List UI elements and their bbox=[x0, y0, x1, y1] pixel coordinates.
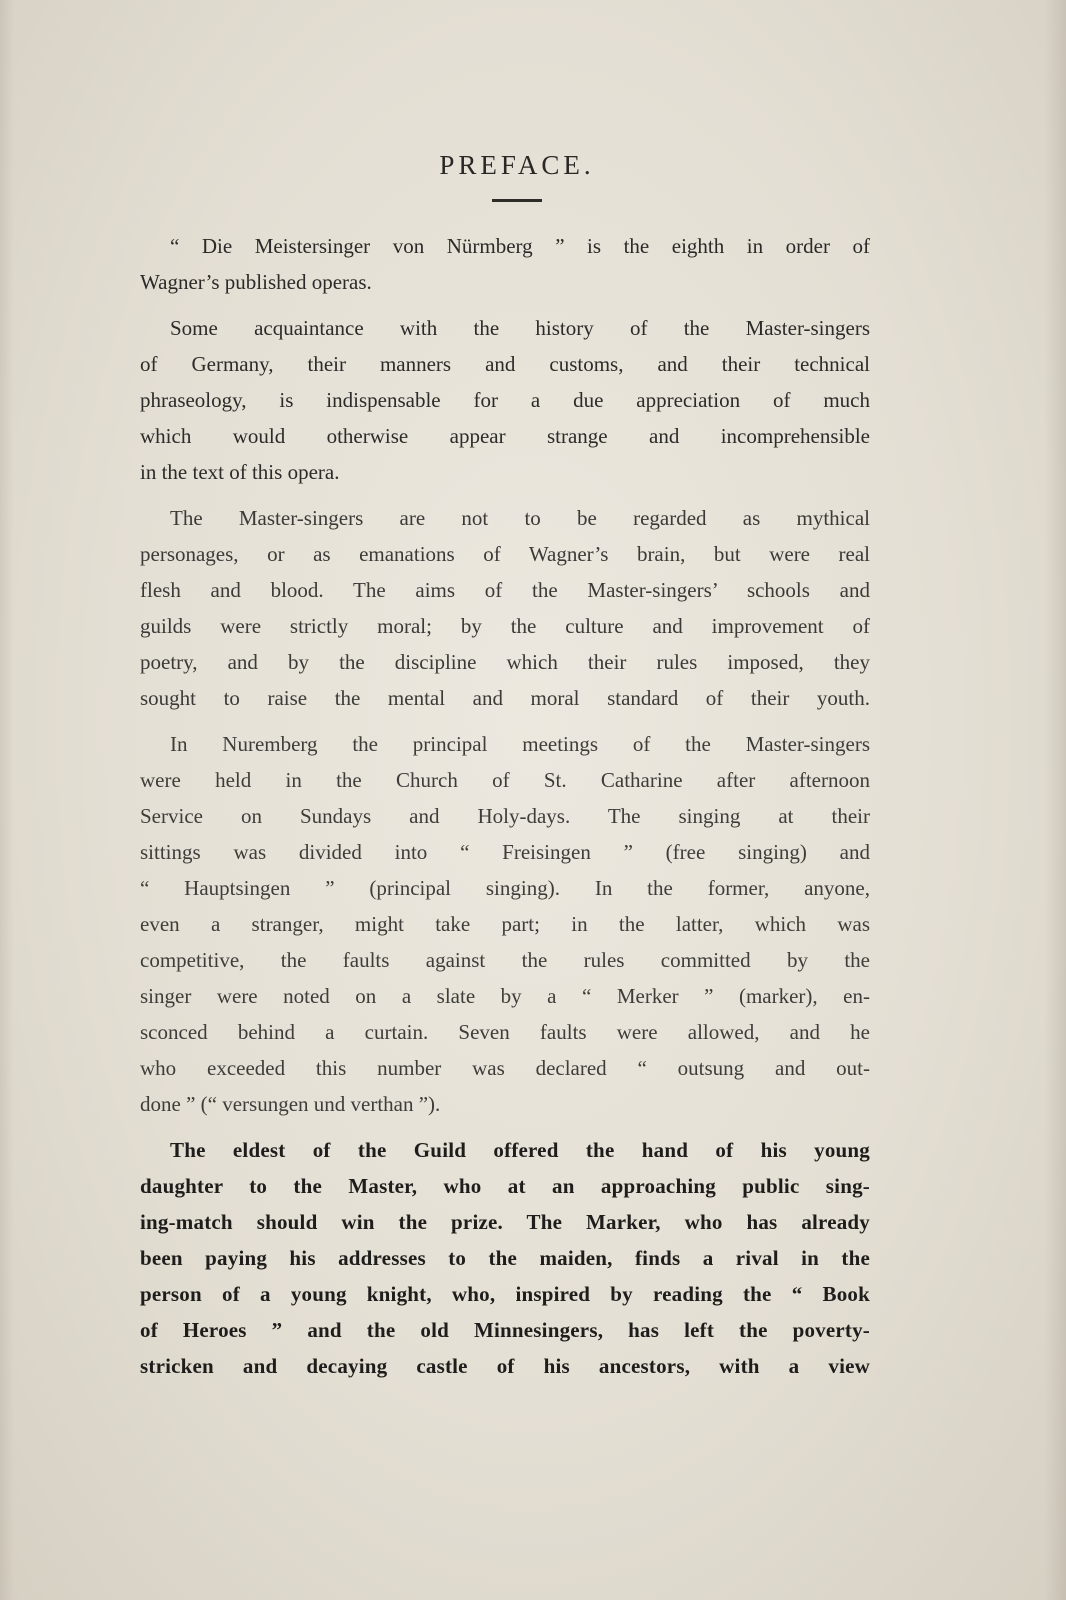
preface-text-block bbox=[140, 150, 870, 1394]
paragraph-5 bbox=[140, 1132, 870, 1384]
text-line: stricken and decaying castle of his ancestors, with a view bbox=[140, 1354, 870, 1378]
text-line: of Heroes ” and the old Minnesingers, has left the poverty- bbox=[140, 1318, 870, 1342]
text-line: flesh and blood. The aims of the Master-singers’ schools and bbox=[140, 578, 870, 602]
text-line: who exceeded this number was declared “ outsung and out- bbox=[140, 1056, 870, 1080]
text-line: ing-match should win the prize. The Marker, who has already bbox=[140, 1210, 870, 1234]
text-line: of Germany, their manners and customs, and their technical bbox=[140, 352, 870, 376]
text-line: were held in the Church of St. Catharine after afternoon bbox=[140, 768, 870, 792]
text-line: Wagner’s published operas. bbox=[140, 270, 372, 294]
text-line: phraseology, is indispensable for a due appreciation of much bbox=[140, 388, 870, 412]
title-rule bbox=[492, 199, 542, 202]
page-title: PREFACE. bbox=[439, 150, 595, 180]
text-line: poetry, and by the discipline which their rules imposed, they bbox=[140, 650, 870, 674]
text-line: In Nuremberg the principal meetings of the Master-singers bbox=[170, 732, 870, 756]
text-line: “ Hauptsingen ” (principal singing). In the former, anyone, bbox=[140, 876, 870, 900]
text-line: person of a young knight, who, inspired by reading the “ Book bbox=[140, 1282, 870, 1306]
text-line: The Master-singers are not to be regarded as mythical bbox=[170, 506, 870, 530]
text-line: done ” (“ versungen und verthan ”). bbox=[140, 1092, 441, 1116]
text-line: singer were noted on a slate by a “ Merker ” (marker), en- bbox=[140, 984, 870, 1008]
paragraph-4 bbox=[140, 726, 870, 1122]
text-line: The eldest of the Guild offered the hand of his young bbox=[170, 1138, 870, 1162]
paragraph-1 bbox=[140, 228, 870, 300]
text-line: daughter to the Master, who at an approaching public sing- bbox=[140, 1174, 870, 1198]
text-line: in the text of this opera. bbox=[140, 460, 340, 484]
paragraph-3 bbox=[140, 500, 870, 716]
text-line: guilds were strictly moral; by the culture and improvement of bbox=[140, 614, 870, 638]
text-line: sittings was divided into “ Freisingen ” (free singing) and bbox=[140, 840, 870, 864]
text-line: Some acquaintance with the history of the Master-singers bbox=[170, 316, 870, 340]
text-line: Service on Sundays and Holy-days. The singing at their bbox=[140, 804, 870, 828]
text-line: sconced behind a curtain. Seven faults were allowed, and he bbox=[140, 1020, 870, 1044]
page-left-shadow bbox=[0, 0, 14, 1600]
text-line: personages, or as emanations of Wagner’s brain, but were real bbox=[140, 542, 870, 566]
text-line: which would otherwise appear strange and incomprehensible bbox=[140, 424, 870, 448]
text-line: “ Die Meistersinger von Nürmberg ” is the eighth in order of bbox=[170, 234, 870, 258]
text-line: been paying his addresses to the maiden, finds a rival in the bbox=[140, 1246, 870, 1270]
paragraph-2 bbox=[140, 310, 870, 490]
text-line: competitive, the faults against the rules committed by the bbox=[140, 948, 870, 972]
text-line: sought to raise the mental and moral standard of their youth. bbox=[140, 686, 870, 710]
page-right-shadow bbox=[1044, 0, 1066, 1600]
text-line: even a stranger, might take part; in the latter, which was bbox=[140, 912, 870, 936]
